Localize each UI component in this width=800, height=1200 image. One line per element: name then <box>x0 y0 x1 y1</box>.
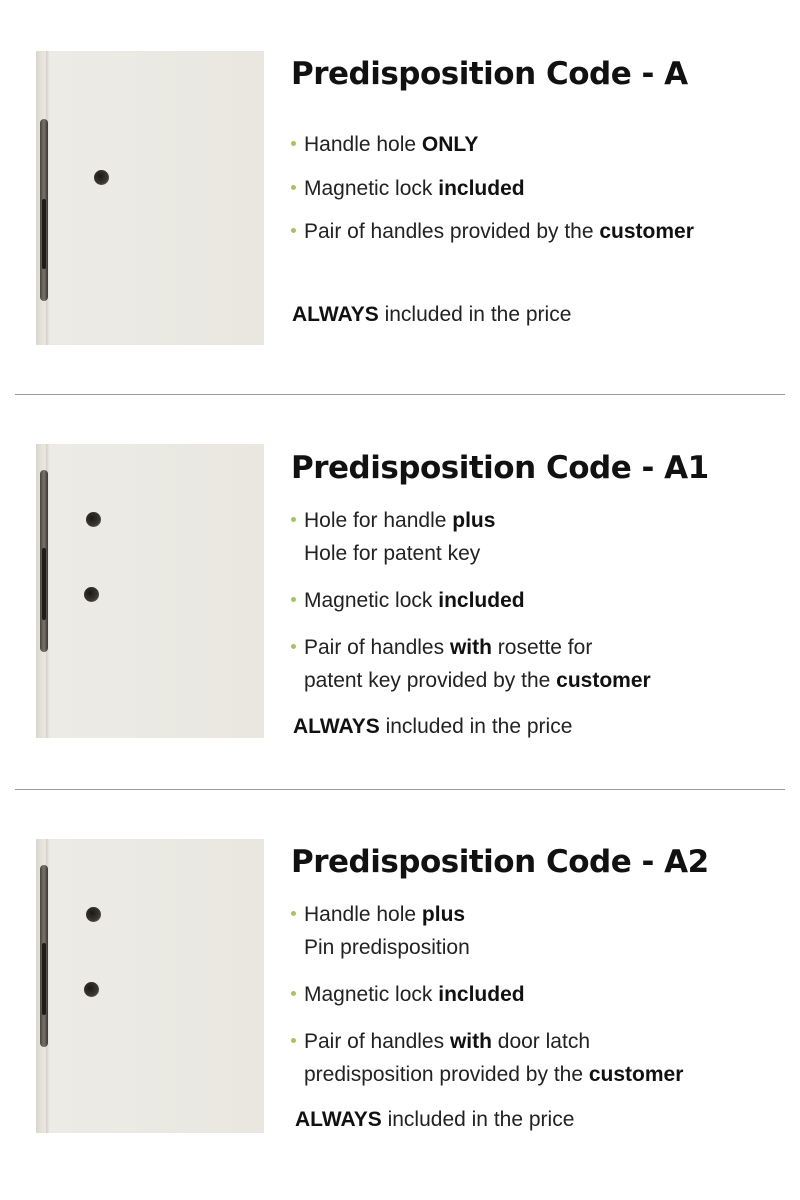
section-title: Predisposition Code - A2 <box>291 844 709 880</box>
patent-key-hole <box>84 587 99 602</box>
door-image-a1 <box>36 444 264 738</box>
magnetic-lock-plate <box>40 470 48 652</box>
price-note: ALWAYS included in the price <box>293 715 573 738</box>
bullet-dot <box>291 228 296 233</box>
list-item: Handle hole plus Pin predisposition <box>291 898 470 964</box>
lock-slot <box>42 199 46 269</box>
handle-hole <box>86 512 101 527</box>
bullet-dot <box>291 911 296 916</box>
list-item: Hole for handle plus Hole for patent key <box>291 504 495 570</box>
list-item: Pair of handles provided by the customer <box>291 215 694 248</box>
list-item: Pair of handles with rosette for patent key provided by the customer <box>291 631 651 697</box>
section-divider <box>15 394 785 395</box>
bullet-dot <box>291 517 296 522</box>
section-title: Predisposition Code - A <box>291 56 688 92</box>
list-item: Handle hole ONLY <box>291 128 478 161</box>
lock-slot <box>42 548 46 620</box>
list-item: Magnetic lock included <box>291 172 525 205</box>
section-title: Predisposition Code - A1 <box>291 450 709 486</box>
list-item-continuation: Hole for patent key <box>304 542 481 565</box>
list-item: Magnetic lock included <box>291 978 525 1011</box>
bullet-dot <box>291 644 296 649</box>
pin-hole <box>84 982 99 997</box>
price-note: ALWAYS included in the price <box>295 1108 575 1131</box>
bullet-dot <box>291 1038 296 1043</box>
lock-slot <box>42 943 46 1015</box>
bullet-dot <box>291 597 296 602</box>
door-image-a <box>36 51 264 345</box>
price-note: ALWAYS included in the price <box>292 303 572 326</box>
handle-hole <box>86 907 101 922</box>
list-item-continuation: predisposition provided by the customer <box>304 1063 684 1086</box>
handle-hole <box>94 170 109 185</box>
bullet-dot <box>291 141 296 146</box>
bullet-dot <box>291 991 296 996</box>
magnetic-lock-plate <box>40 865 48 1047</box>
list-item: Magnetic lock included <box>291 584 525 617</box>
list-item: Pair of handles with door latch predisposition provided by the customer <box>291 1025 683 1091</box>
list-item-continuation: Pin predisposition <box>304 936 470 959</box>
section-divider <box>15 789 785 790</box>
door-image-a2 <box>36 839 264 1133</box>
magnetic-lock-plate <box>40 119 48 301</box>
bullet-dot <box>291 185 296 190</box>
list-item-continuation: patent key provided by the customer <box>304 669 651 692</box>
